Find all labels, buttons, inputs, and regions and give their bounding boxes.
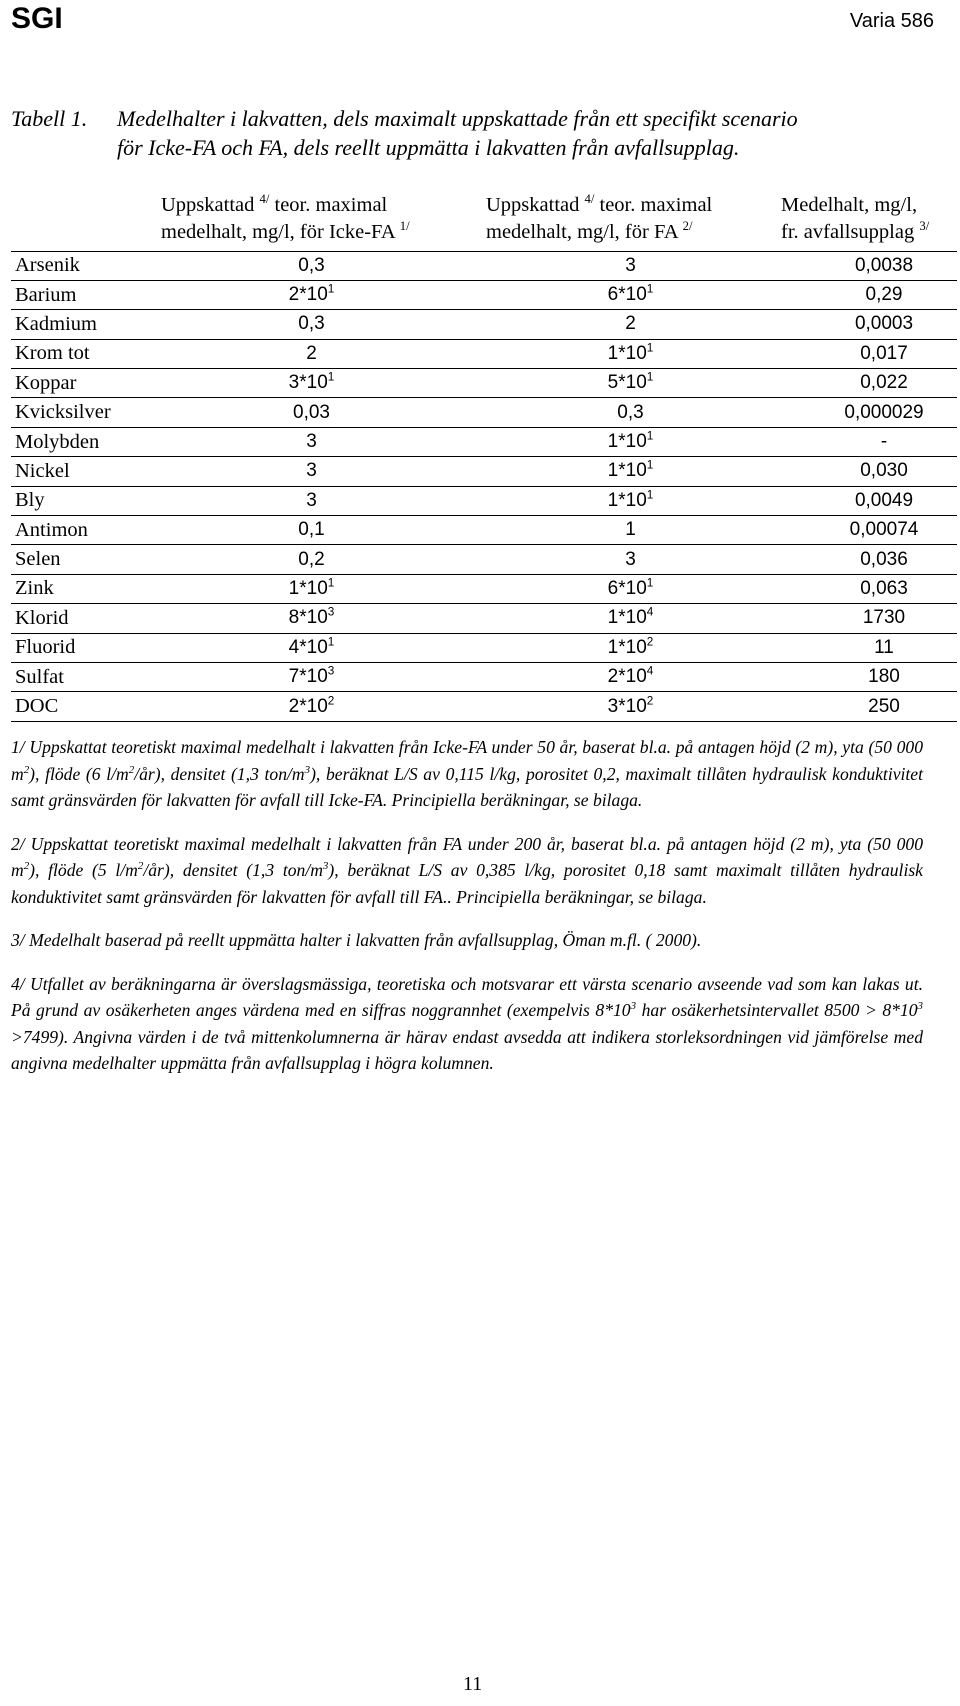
element-name: Selen [11,545,143,574]
value-avfallsupplag: - [781,427,957,456]
footnote-1: 1/ Uppskattat teoretiskt maximal medelhalt i lakvatten från Icke-FA under 50 år, baserat bl.a. på antagen höjd (2 m), yta (50 000 $m^2$), flöde (6 $l/m^2/år$), densitet (1,3 ton/$m^3$), beräknat L/S av 0,115 l/kg, porositet 0,2, maximalt tillåten hydraulisk konduktivitet samt gränsvärden för lakvatten för avfall till Icke-FA. Principiella beräkningar, se bilaga. [11,737,923,810]
table-caption [11,104,941,162]
table-row [11,662,957,691]
value-fa: $1*10^1$ [480,486,781,515]
value-icke-fa: 0,3 [143,310,480,339]
element-name: Kvicksilver [11,398,143,427]
element-name: Antimon [11,516,143,545]
element-name: Arsenik [11,251,143,280]
value-avfallsupplag: 0,063 [781,574,957,603]
footnotes [11,734,923,1094]
value-avfallsupplag: 0,00074 [781,516,957,545]
value-avfallsupplag: 11 [781,633,957,662]
table-row [11,516,957,545]
value-icke-fa: 0,2 [143,545,480,574]
element-name: Koppar [11,369,143,398]
table-body [11,251,957,721]
header-blank [11,192,143,251]
caption-line-2: för Icke-FA och FA, dels reellt uppmätta i lakvatten från avfallsupplag. [117,135,740,160]
header-col-avfallsupplag: Medelhalt, mg/l, fr. avfallsupplag $^{3/}$ [781,194,930,243]
caption-label: Tabell 1. [11,106,88,131]
value-icke-fa: $3*10^1$ [143,369,480,398]
element-name: Nickel [11,457,143,486]
element-name: Sulfat [11,662,143,691]
value-avfallsupplag: 0,29 [781,280,957,309]
value-fa: 0,3 [480,398,781,427]
table-row [11,310,957,339]
element-name: Barium [11,280,143,309]
value-icke-fa: 0,03 [143,398,480,427]
value-avfallsupplag: 1730 [781,604,957,633]
table-row [11,457,957,486]
value-fa: $6*10^1$ [480,574,781,603]
element-name: Klorid [11,604,143,633]
table-row [11,545,957,574]
footnote-3: 3/ Medelhalt baserad på reellt uppmätta halter i lakvatten från avfallsupplag, Öman m.fl. ( 2000). [11,930,702,950]
value-avfallsupplag: 0,0049 [781,486,957,515]
value-icke-fa: 3 [143,427,480,456]
value-fa: $1*10^4$ [480,604,781,633]
table-row [11,398,957,427]
element-name: Krom tot [11,339,143,368]
value-icke-fa: 0,3 [143,251,480,280]
element-name: Zink [11,574,143,603]
header-col-icke-fa: Uppskattad $^{4/}$ teor. maximal medelhalt, mg/l, för Icke-FA $^{1/}$ [161,192,410,243]
value-fa: $1*10^1$ [480,339,781,368]
value-avfallsupplag: 0,036 [781,545,957,574]
element-name: Kadmium [11,310,143,339]
footnote-2: 2/ Uppskattat teoretiskt maximal medelhalt i lakvatten från FA under 200 år, baserat bl.a. på antagen höjd (2 m), yta (50 000 $m^2$), flöde (5 $l/m^2/år$), densitet (1,3 ton/$m^3$), beräknat L/S av 0,385 l/kg, porositet 0,18 samt maximalt tillåten hydraulisk konduktivitet samt gränsvärden för lakvatten för avfall till FA.. Principiella beräkningar, se bilaga. [11,833,923,907]
element-name: Fluorid [11,633,143,662]
table-row [11,339,957,368]
value-fa: $2*10^4$ [480,662,781,691]
value-icke-fa: $2*10^2$ [143,692,480,721]
table-row [11,604,957,633]
element-name: DOC [11,692,143,721]
value-avfallsupplag: 0,000029 [781,398,957,427]
header-col-fa: Uppskattad $^{4/}$ teor. maximal medelhalt, mg/l, för FA $^{2/}$ [486,192,713,243]
value-fa: $1*10^1$ [480,457,781,486]
value-icke-fa: $4*10^1$ [143,633,480,662]
element-name: Molybden [11,427,143,456]
value-fa: 3 [480,545,781,574]
element-name: Bly [11,486,143,515]
value-icke-fa: 0,1 [143,516,480,545]
value-avfallsupplag: 250 [781,692,957,721]
value-avfallsupplag: 180 [781,662,957,691]
value-icke-fa: 3 [143,457,480,486]
value-avfallsupplag: 0,030 [781,457,957,486]
value-avfallsupplag: 0,022 [781,369,957,398]
value-fa: $1*10^1$ [480,427,781,456]
value-fa: 1 [480,516,781,545]
table-row [11,692,957,721]
caption-line-1: Medelhalter i lakvatten, dels maximalt uppskattade från ett specifikt scenario [117,106,798,131]
table-header [11,192,957,251]
value-icke-fa: $2*10^1$ [143,280,480,309]
concentration-table [11,192,957,722]
value-icke-fa: 2 [143,339,480,368]
table-row [11,280,957,309]
value-fa: $3*10^2$ [480,692,781,721]
value-fa: 2 [480,310,781,339]
table-row [11,486,957,515]
value-fa: $1*10^2$ [480,633,781,662]
footnote-4: 4/ Utfallet av beräkningarna är överslagsmässiga, teoretiska och motsvarar ett värsta scenario avseende vad som kan lakas ut. På grund av osäkerheten anges värdena med en siffras noggrannhet (exempelvis $8*10^3$ har osäkerhetsintervallet $8500 > 8*10^3 >7499$). Angivna värden i de två mittenkolumnerna är härav endast avsedda att indikera storleksordningen vid jämförelse med angivna medelhalter uppmätta från avfallsupplag i högra kolumnen. [11,973,923,1073]
page-number: 11 [463,1673,483,1695]
value-fa: $6*10^1$ [480,280,781,309]
organization-logo-text: SGI [11,2,63,35]
table-row [11,574,957,603]
value-avfallsupplag: 0,0038 [781,251,957,280]
value-icke-fa: $8*10^3$ [143,604,480,633]
table-row [11,369,957,398]
table-row [11,633,957,662]
report-series: Varia 586 [849,10,934,32]
value-icke-fa: 3 [143,486,480,515]
value-icke-fa: $7*10^3$ [143,662,480,691]
value-fa: 3 [480,251,781,280]
value-fa: $5*10^1$ [480,369,781,398]
value-avfallsupplag: 0,0003 [781,310,957,339]
table-row [11,427,957,456]
value-icke-fa: $1*10^1$ [143,574,480,603]
value-avfallsupplag: 0,017 [781,339,957,368]
table-row [11,251,957,280]
